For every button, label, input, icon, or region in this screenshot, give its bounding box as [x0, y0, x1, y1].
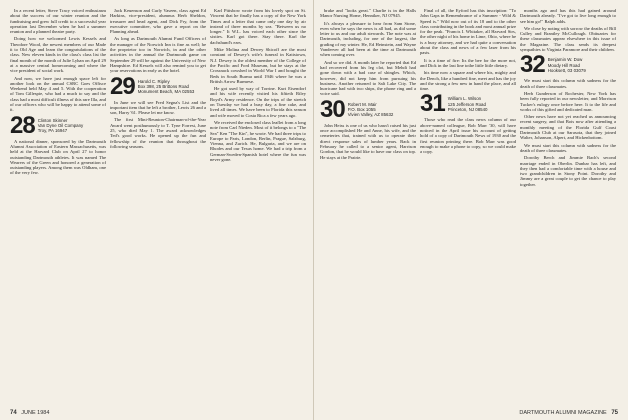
right-column-1 [320, 8, 416, 162]
paragraph: We received the enclosed class leaflet from a long note from Carl Nieden. Most of it belongs to a "The Sea" Ken "The Kin", he wrote. We had three trips to Europe to Paris, London, Berlin, Prague, Salzburg, Vienna, and Zurich. He, Bulgaria, and we are on Rhodes and our Texas home. We had a trip from a German-Sweden-Spanish hotel where the fun was never gone. [210, 119, 306, 163]
class-heading-29 [110, 72, 206, 100]
class-heading-30 [320, 95, 416, 123]
class-year-number: 30 [320, 95, 345, 123]
issue-date: JUNE 1984 [21, 410, 50, 416]
class-heading-28 [10, 111, 106, 139]
right-page [314, 0, 628, 420]
paragraph: And now, we have just enough space left for another look on the annual CSRC Goes Offisce Weekend held May 4 and 5. With the cooperation of Tom Gillespie, who had a much to say and the class had a most difficult illness of this rare Illa, and of our officers who will be happy to attend some of it. [10, 75, 106, 113]
paragraph: In June we will see Fred Segna's List and the important item that he left a brother, Lewis 26 and a son, Harry '61. Please let me know. [110, 99, 206, 116]
paragraph: He got used by way of Torrine. Kurt Eisendorf and his wife recently visited his fiftieth Riley Boyd's Army residence. On the trips of the stretch on Tuesday we had a busy day, a fine cake, and lived all times. We have been to Florida this season and wife moved to Costa Rica a few years ago. [210, 86, 306, 118]
paragraph: brake and "looks great." Charlie is in the Halls Manor Nursing Home, Henniker, NJ 07945. [320, 8, 416, 19]
paragraph: Dorothy Berch and Jimmie Bach's second marriage ended in Oberlin. Dunbar has left, and they then had a comfortable time with a house and two grandchildren in Stony Point. Dorothy and Jimmy are a great couple to get the chance to play together. [520, 155, 616, 187]
page-footer [10, 410, 49, 416]
right-column-2 [420, 8, 516, 157]
page-footer [519, 410, 618, 416]
paragraph: Mike Molina and Dewey Shicoff are the most constant of Dewey's wife's funeral in Kattstown, N.J. Dewey is the oldest member of the College of the Pacific and Ford Museum, but be stays at the Crossnack cowshed in World War I and bought the Beds in South Burma until 1946 where he was a British Arrow Burmese. [210, 47, 306, 84]
paragraph: We must start this column with sadness for the death of three classmates. [520, 78, 616, 89]
class-secretary-address: Harold C. Ripley Box 398, 25 Brittons Road Monument Beach, MA 02553 [137, 78, 195, 94]
paragraph: The first Mini-Reunion-Chairman-of-the-Year Award went posthumously to T. Tyne Forrest, June 25, who died May 1. The award acknowledges Ted's good works. He opened up the fun and fellowship of the reunion that throughout the following seasons. [110, 117, 206, 149]
magazine-title: DARTMOUTH ALUMNI MAGAZINE [519, 410, 607, 416]
paragraph: We close by noting with sorrow the deaths of Bill Culley and Brantley McCullough. Obituaries for these classmates appear elsewhere in this issue of the Magazine. The class sends its deepest sympathies to Virginia Paramore and their children. [520, 25, 616, 53]
paragraph: John Heiss is one of us who hasn't raised his just once accomplished He and Anne, his wife, and the cemeteries that, trained with us to operate their direct response sales of lumber years. Back in February he called to a senior agent, Harrison Gordon, that he would like to have our class on top. He stays at the Prairie. [320, 122, 416, 160]
right-column-3 [520, 8, 616, 189]
paragraph: And so we did. A month later he reported that Ed had recovered from his leg clot, but Mehdi had gone down with a bad case of shingles. Which, however, did not keep him from pursuing his business. Another returned to Salt Lake City. The hurricane had with two ships, the phone ring and a voice said. [320, 59, 416, 97]
page-number: 74 [10, 410, 17, 416]
paragraph: Doing how we welcomed Lewis Kessels and Theodore Wood, the newest members of our Made it to Old Age and learn the congratulations of the class. New eleven kinds in the class's class list the final month of the month of Julie Lyhan on April 29 at a massive central homecoming and where the vice president of social work. [10, 36, 106, 74]
class-year-number: 31 [420, 90, 445, 118]
page-number: 75 [611, 410, 618, 416]
paragraph: In a recent letter, Steve Tracy voiced enthusiasm about the success of our winter reunion and the fundraising and grew full credit to a successful year operation last December when he had a summer reunion and a planned theatre party. [10, 8, 106, 35]
paragraph: Karl Pittsbow wrote from his lovely spot on St. Vincent that he finally has a copy of the New York Times and a letter that came only one day by air instead of three months by sea. "Between us no longer." It W.L. has voiced each other since the sixties. Karl got there. Stay there. Karl the dachshund's ears. [210, 8, 306, 45]
class-secretary-address: Clinton Skinner Van Dyne Oil Company Troy, PA 16947 [37, 117, 84, 134]
paragraph: A national dinner, sponsored by the Dartmouth Alumni Association of Eastern Massachusetts, was held at the Harvard Club on April 27 to honor outstanding Dartmouth athletes. It was named The Wearers of the Green and honored a generation of outstanding players. Among them was Oldham, one of the very few. [10, 138, 106, 176]
paragraph: It's always a pleasure to hear from Sam Stone, even when he says the news is all bad, as did some letter to us and our adult stewards. The note was at Dartmouth, including, for one of the largest, the grading of my winter. He, Ed Heinstein, and Wayne Vanderver all had been at the time at Dartmouth when coming over. [320, 20, 416, 58]
paragraph: Jack Keuenson and Curly Vaseen, class agent Ed Harkins, vice-president, alumnus Herb Sheldon, treasurer and head agent, and Dick Fry, from the executive committee, who gave a report on the Planning ahead. [110, 8, 206, 35]
left-column-1 [10, 8, 106, 178]
class-secretary-address: William L. Wilson 125 Jefferson Road Princeton, NJ 08540 [447, 96, 488, 112]
paragraph: his time now a square and where his, mighty and the Dench, like a hundred fine, meet and has the joy and the strong a few new in hand the place, and all time. [420, 70, 516, 92]
class-secretary-address: Benjamin W. Dow Moody Hill Road Hooksett, 03 03079 [547, 57, 586, 73]
paragraph: As long as Dartmouth Alumni Fund Officers of the manager of the Norwich Inn is fine as well; he the proprietor too in Norwich, in and the other activities in the annual the Dartmouth game on September 29 will be against the University of New Hampshire. Ed Kessels will also remind you to get your reservations in early as the hotel. [110, 36, 206, 74]
paragraph: Those who read the class news column of our above-named colleague, Bob Marr '30, will have noticed in the April issue his account of getting hold of a copy of Dartmouth News of 1930 and the first reunion printing there. Bob Marr was good enough to make a phone to copy, so we could make a copy. [420, 117, 516, 155]
left-column-3 [210, 8, 306, 164]
class-heading-32 [520, 51, 616, 79]
paragraph: Final of all, the Eyford has this inscription: "To John Gaps in Remembrance of a Summer - Wild & Speed is." Wild now out of its 18 and to the other class contributing in the book and most annual prize for the peak. "Francis I. Whitaker, all Harvard Sirs, the other night of his home in Lime, Ohio, where he is a busy attorney, and we had quite a conversation about the class and news of a few laser from his pasts. [420, 8, 516, 56]
class-heading-31 [420, 90, 516, 118]
left-column-2 [110, 8, 206, 151]
paragraph: months ago and has this had gained around Dartmouth already. "I've got to live long enough to see him go!" Ralph adds. [520, 8, 616, 24]
paragraph: Other news have not yet reached us announcing recent surgery, and that Bois now after attending a monthly meeting of the Florida Gulf Coast Dartmouth Club at our Sarasota, that they joined Walter, Johanson, Alpert, and Hickenbottom. [520, 114, 616, 141]
class-year-number: 32 [520, 51, 545, 79]
paragraph: Herb Gunderson of Rochester, New York has been fully reported in our newsletter, and Morrison Tucker's eulogy once before here. It to the life and works of this gifted and dedicated man. [520, 90, 616, 112]
paragraph: It is a time of fire: Its the bee for the more not, and Dick in the last line tothe little little dietary. [420, 57, 516, 68]
paragraph: We must start this column with sadness for the death of three classmates. [520, 142, 616, 153]
class-year-number: 28 [10, 111, 35, 139]
class-year-number: 29 [110, 72, 135, 100]
class-secretary-address: Robert M. Mair P.O. Box 1055 Vivien Valley, AZ 85632 [347, 101, 394, 118]
